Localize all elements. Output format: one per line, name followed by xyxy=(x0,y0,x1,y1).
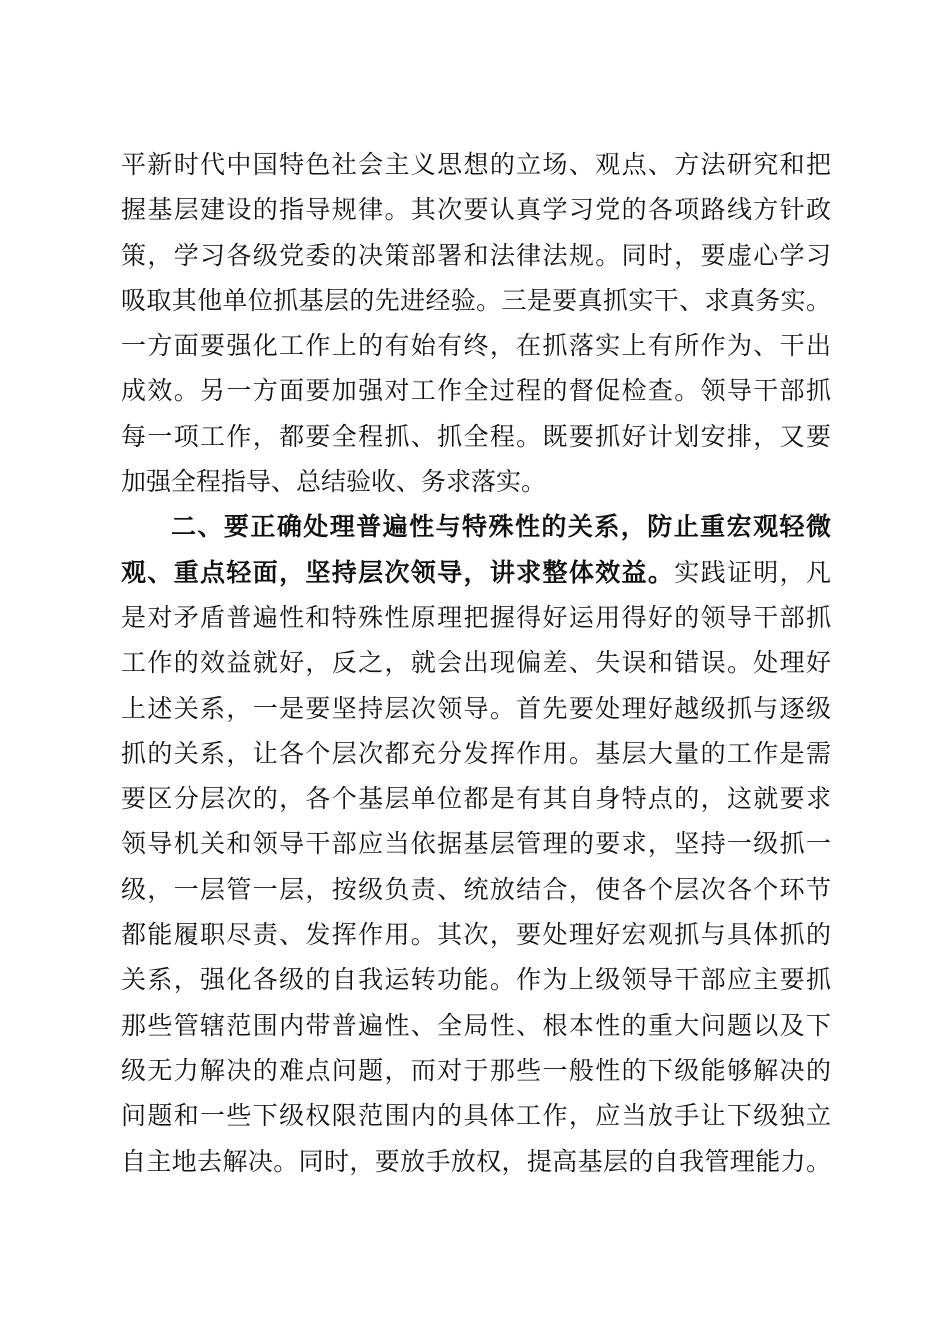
text-line: 成效。另一方面要加强对工作全过程的督促检查。领导干部抓 xyxy=(121,376,831,406)
section-heading-tail: 观、重点轻面，坚持层次领导，讲求整体效益。 xyxy=(121,557,675,587)
text-line: 一方面要强化工作上的有始有终，在抓落实上有所作为、干出 xyxy=(121,331,831,361)
text-line: 平新时代中国特色社会主义思想的立场、观点、方法研究和把 xyxy=(121,150,831,179)
text-line: 上述关系，一是要坚持层次领导。首先要处理好越级抓与逐级 xyxy=(121,693,831,723)
text-line: 都能履职尽责、发挥作用。其次，要处理好宏观抓与具体抓的 xyxy=(121,920,831,950)
text-line: 要区分层次的，各个基层单位都是有其自身特点的，这就要求 xyxy=(121,784,831,814)
section-heading-mixed-line xyxy=(121,550,831,595)
text-line: 关系，强化各级的自我运转功能。作为上级领导干部应主要抓 xyxy=(121,965,831,995)
text-line: 领导机关和领导干部应当依据基层管理的要求，坚持一级抓一 xyxy=(121,829,831,859)
section-heading-line: 二、要正确处理普遍性与特殊性的关系，防止重宏观轻微 xyxy=(171,512,831,542)
text-line: 那些管辖范围内带普遍性、全局性、根本性的重大问题以及下 xyxy=(121,1010,831,1040)
text-line: 问题和一些下级权限范围内的具体工作，应当放手让下级独立 xyxy=(121,1101,831,1131)
text-line: 级无力解决的难点问题，而对于那些一般性的下级能够解决的 xyxy=(121,1055,831,1085)
text-line: 策，学习各级党委的决策部署和法律法规。同时，要虚心学习 xyxy=(121,240,831,270)
text-line: 每一项工作，都要全程抓、抓全程。既要抓好计划安排，又要 xyxy=(121,421,831,451)
text-line: 抓的关系，让各个层次都充分发挥作用。基层大量的工作是需 xyxy=(121,738,831,768)
text-line: 自主地去解决。同时，要放手放权，提高基层的自我管理能力。 xyxy=(121,1146,831,1176)
text-run: 实践证明，凡 xyxy=(674,557,831,587)
text-line: 工作的效益就好，反之，就会出现偏差、失误和错误。处理好 xyxy=(121,648,831,678)
text-line: 级，一层管一层，按级负责、统放结合，使各个层次各个环节 xyxy=(121,874,831,904)
text-line: 加强全程指导、总结验收、务求落实。 xyxy=(121,467,547,497)
text-line: 握基层建设的指导规律。其次要认真学习党的各项路线方针政 xyxy=(121,195,831,225)
text-line: 是对矛盾普遍性和特殊性原理把握得好运用得好的领导干部抓 xyxy=(121,602,831,632)
document-body xyxy=(121,142,831,1184)
text-line: 吸取其他单位抓基层的先进经验。三是要真抓实干、求真务实。 xyxy=(121,285,831,315)
